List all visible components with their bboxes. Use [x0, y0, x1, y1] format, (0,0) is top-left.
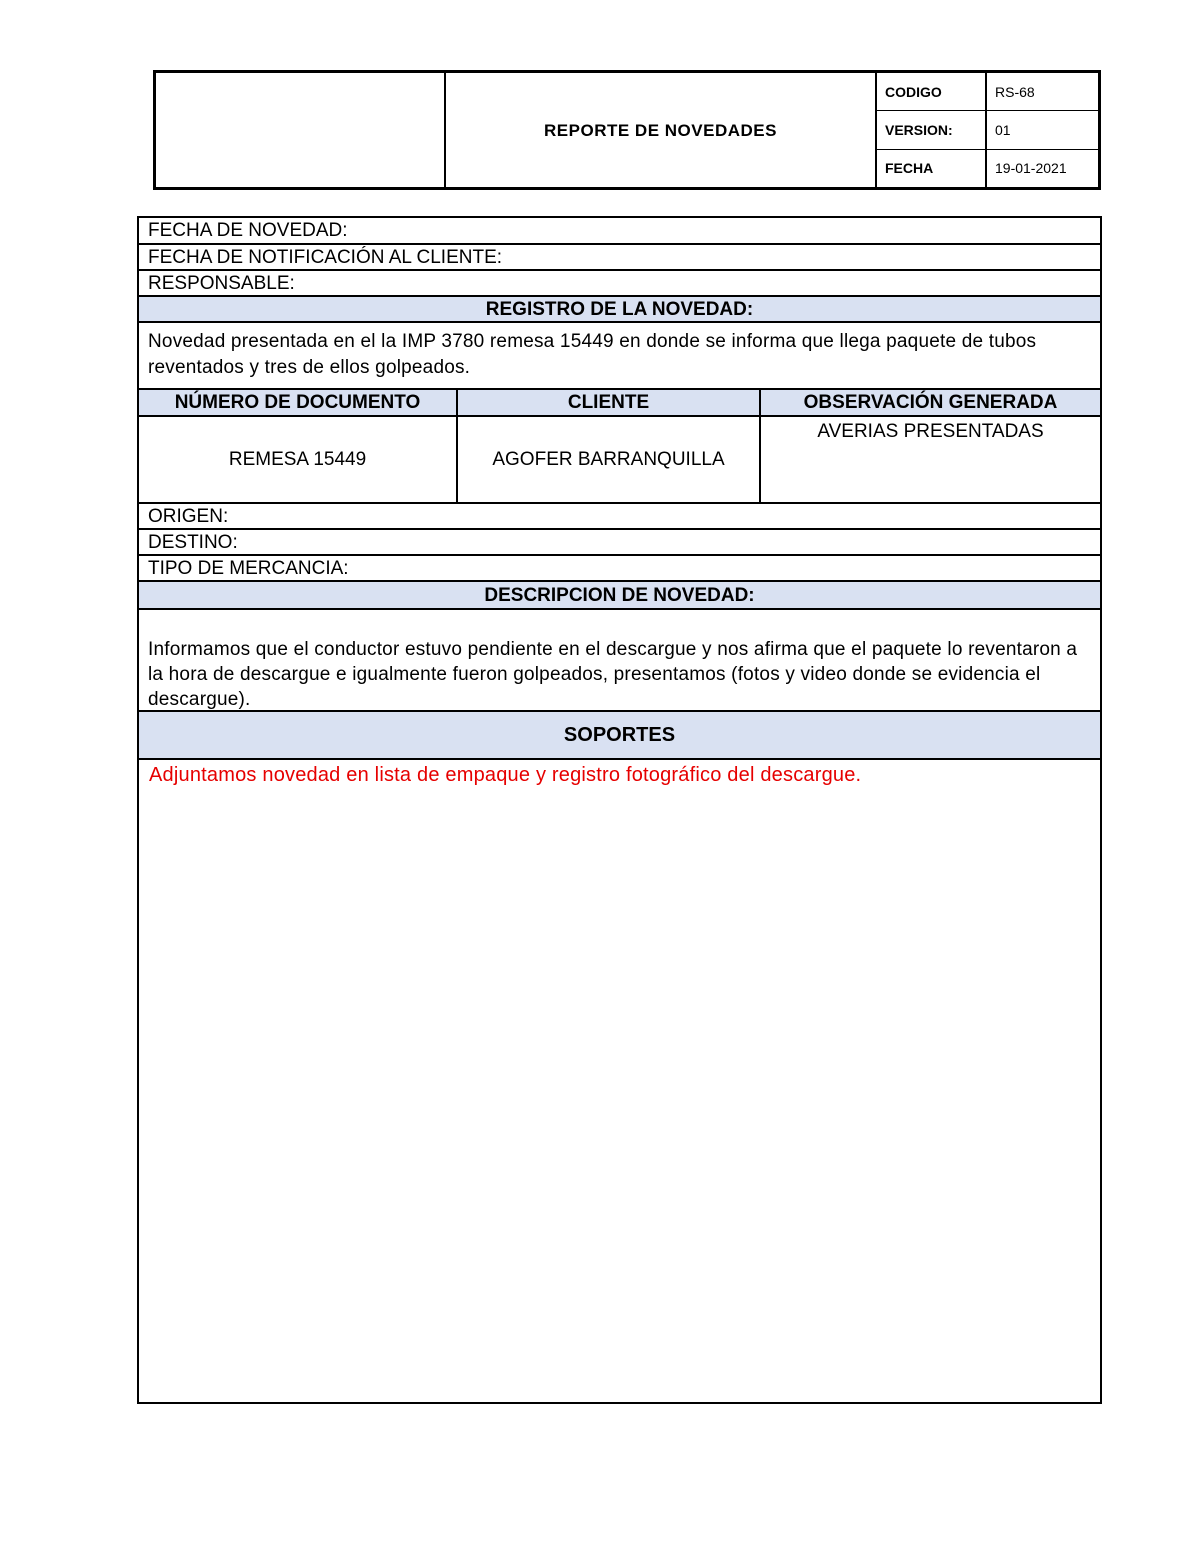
fecha-novedad-field: FECHA DE NOVEDAD:	[139, 218, 1100, 245]
registro-section-title: REGISTRO DE LA NOVEDAD:	[139, 297, 1100, 323]
document-table-header	[139, 390, 1100, 417]
tipo-mercancia-field: TIPO DE MERCANCIA:	[139, 556, 1100, 582]
meta-row-version	[877, 111, 1098, 149]
table-cell: REMESA 15449	[139, 417, 458, 502]
meta-value: RS-68	[995, 83, 1035, 100]
meta-key: VERSION:	[877, 111, 987, 148]
fecha-notificacion-field: FECHA DE NOTIFICACIÓN AL CLIENTE:	[139, 245, 1100, 271]
document-title: REPORTE DE NOVEDADES	[446, 73, 877, 187]
meta-row-codigo	[877, 73, 1098, 111]
meta-value: 19-01-2021	[995, 160, 1067, 177]
meta-key: CODIGO	[877, 73, 987, 110]
logo-area	[156, 73, 446, 187]
column-header: NÚMERO DE DOCUMENTO	[139, 390, 458, 415]
descripcion-section-title: DESCRIPCION DE NOVEDAD:	[139, 582, 1100, 610]
document-header	[153, 70, 1101, 190]
document-meta	[877, 73, 1098, 187]
descripcion-text: Informamos que el conductor estuvo pendiente en el descargue y nos afirma que el paquete lo reventaron a la hora de descargue e igualmente fueron golpeados, presentamos (fotos y video donde se evidencia el descargue).	[139, 610, 1100, 712]
meta-row-fecha	[877, 150, 1098, 187]
meta-key: FECHA	[877, 150, 987, 187]
table-row	[139, 417, 1100, 504]
column-header: CLIENTE	[458, 390, 761, 415]
registro-text: Novedad presentada en el la IMP 3780 remesa 15449 en donde se informa que llega paquete de tubos reventados y tres de ellos golpeados.	[139, 323, 1100, 390]
meta-value: 01	[995, 121, 1011, 138]
report-form	[137, 216, 1102, 1404]
table-cell: AVERIAS PRESENTADAS	[817, 421, 1044, 442]
column-header: OBSERVACIÓN GENERADA	[803, 391, 1058, 413]
destino-field: DESTINO:	[139, 530, 1100, 556]
responsable-field: RESPONSABLE:	[139, 271, 1100, 297]
soportes-section-title: SOPORTES	[139, 712, 1100, 760]
origen-field: ORIGEN:	[139, 504, 1100, 530]
soportes-text: Adjuntamos novedad en lista de empaque y registro fotográfico del descargue.	[149, 764, 862, 786]
table-cell: AGOFER BARRANQUILLA	[458, 417, 761, 502]
